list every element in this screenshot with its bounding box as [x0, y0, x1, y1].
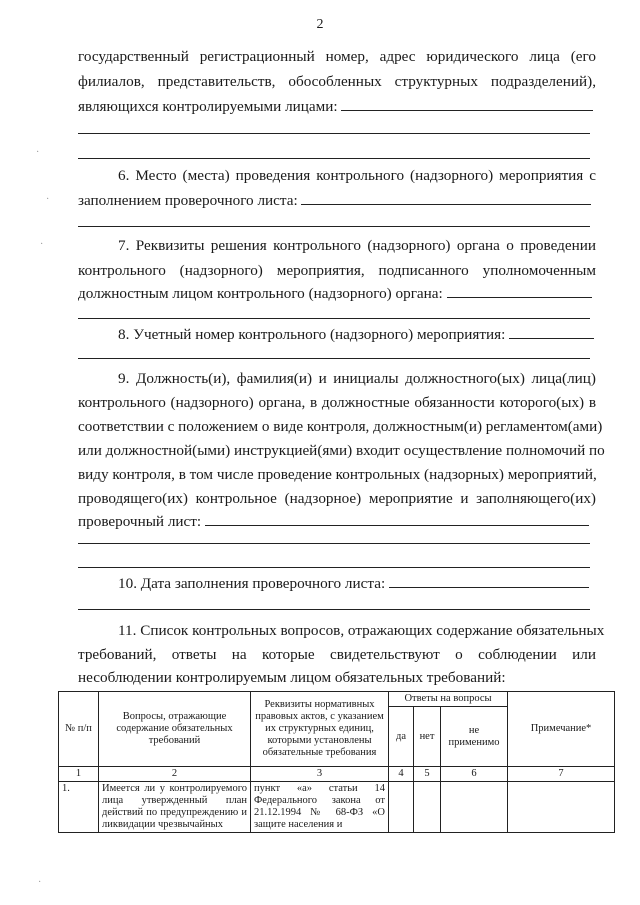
fill-line: [78, 158, 590, 159]
field-label: 8. Учетный номер контрольного (надзорного) мероприятия:: [118, 326, 506, 343]
answer-no-cell[interactable]: [414, 782, 441, 833]
column-index: 6: [441, 767, 508, 782]
text-line: [78, 573, 596, 595]
table-header-row: [59, 692, 615, 707]
column-index-row: [59, 767, 615, 782]
header-na: не применимо: [441, 707, 508, 767]
text-line: контрольного (надзорного) мероприятия, подписанного уполномоченным: [78, 262, 596, 279]
field-label: заполнением проверочного листа:: [78, 192, 298, 209]
fill-line: [78, 609, 590, 610]
scan-speck: ·: [40, 239, 44, 250]
scan-speck: ·: [36, 147, 40, 158]
fill-line: [78, 543, 590, 544]
fill-line: [78, 358, 590, 359]
column-index: 5: [414, 767, 441, 782]
text-line: [78, 96, 596, 118]
text-line: 6. Место (места) проведения контрольного (надзорного) мероприятия с: [118, 167, 596, 184]
header-num: № п/п: [59, 692, 99, 767]
fill-line: [78, 567, 590, 568]
text-line: [78, 324, 596, 346]
header-no: нет: [414, 707, 441, 767]
fill-line: [78, 133, 590, 134]
row-num: 1.: [59, 782, 99, 833]
note-cell[interactable]: [508, 782, 615, 833]
text-line: государственный регистрационный номер, адрес юридического лица (его: [78, 48, 596, 65]
text-line: филиалов, представительств, обособленных структурных подразделений),: [78, 73, 596, 90]
fill-line: [78, 318, 590, 319]
text-line: 9. Должность(и), фамилия(и) и инициалы должностного(ых) лица(лиц): [118, 370, 596, 387]
text-line: 11. Список контрольных вопросов, отражающих содержание обязательных: [118, 622, 605, 639]
field-label: 10. Дата заполнения проверочного листа:: [118, 575, 386, 592]
fill-line: [341, 96, 593, 111]
header-requisites: Реквизиты нормативных правовых актов, с указанием их структурных единиц, которыми установлены обязательные требования: [251, 692, 389, 767]
header-yes: да: [389, 707, 414, 767]
fill-line: [389, 573, 589, 588]
scan-speck: ·: [46, 194, 50, 205]
field-label: проверочный лист:: [78, 513, 202, 530]
table-row: [59, 782, 615, 833]
fill-line: [205, 511, 589, 526]
answer-yes-cell[interactable]: [389, 782, 414, 833]
column-index: 4: [389, 767, 414, 782]
text-line: контрольного (надзорного) органа, в должностные обязанности которого(ых) в: [78, 394, 596, 411]
text-line: соответствии с положением о виде контроля, должностным(и) регламентом(ами): [78, 418, 603, 435]
header-note: Примечание*: [508, 692, 615, 767]
text-line: несоблюдении контролируемым лицом обязательных требований:: [78, 669, 506, 686]
text-line: [78, 283, 596, 305]
text-line: 7. Реквизиты решения контрольного (надзорного) органа о проведении: [118, 237, 596, 254]
text-line: виду контроля, в том числе проведение контрольных (надзорных) мероприятий,: [78, 466, 597, 483]
page-number: 2: [316, 17, 324, 32]
header-questions: Вопросы, отражающие содержание обязательных требований: [99, 692, 251, 767]
text-line: [78, 190, 596, 212]
text-line: проводящего(их) контрольное (надзорное) мероприятие и заполняющего(их): [78, 490, 596, 507]
column-index: 1: [59, 767, 99, 782]
fill-line: [78, 226, 590, 227]
text-line: требований, ответы на которые свидетельствуют о соблюдении или: [78, 646, 596, 663]
text-line: [78, 511, 596, 533]
fill-line: [509, 324, 594, 339]
scan-speck: ·: [38, 877, 42, 888]
row-requisites: пункт «а» статьи 14 Федерального закона от 21.12.1994 № 68-ФЗ «О защите населения и: [251, 782, 389, 833]
fill-line: [447, 283, 592, 298]
checklist-table: [58, 691, 615, 833]
field-label: должностным лицом контрольного (надзорного) органа:: [78, 285, 443, 302]
answer-na-cell[interactable]: [441, 782, 508, 833]
header-answers: Ответы на вопросы: [389, 692, 508, 707]
column-index: 7: [508, 767, 615, 782]
field-label: являющихся контролируемыми лицами:: [78, 98, 338, 115]
column-index: 3: [251, 767, 389, 782]
row-question: Имеется ли у контролируемого лица утвержденный план действий по предупреждению и ликвидации чрезвычайных: [99, 782, 251, 833]
text-line: или должностной(ыми) инструкцией(ями) входит осуществление полномочий по: [78, 442, 605, 459]
column-index: 2: [99, 767, 251, 782]
fill-line: [301, 190, 591, 205]
